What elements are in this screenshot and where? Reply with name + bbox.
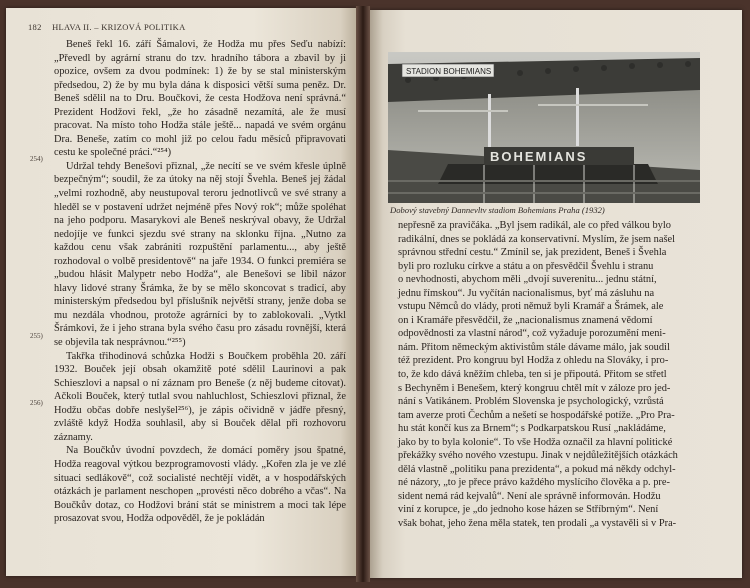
text-line: nání s Vatikánem. Problém Slovenska je psychologický, vzrůstá [398,396,664,408]
stadium-sign-top: STADION BOHEMIANS [406,67,492,76]
paragraph: Takřka třihodinová schůzka Hodži s Boučkem proběhla 20. září 1932. Bouček její obsah okamžitě poté sdělil Laurinovi a pak Schieszlovi a napsal o ní záznam pro Beneše (z něj budeme citovat). Ačkoli Bouček, který tutlal svou nahluchlost, Schieszlovi přiznal, že Hodžu občas dobře neslyšel²⁵⁶), je zápis očividně v jádře přesný, zvláště když Hodža souhlasil, aby si Bouček dělal při rozhovoru záznamy. [54,350,346,443]
text-line: o nevhodnosti, abychom měli „dvojí suverenitu... jednu státní, [398,274,657,286]
text-line: překážky svého nového vzestupu. Jinak v nejdůležitějších otázkách [398,450,678,462]
margin-note: 255) [30,332,43,340]
text-line: byli pro rozluku církve a státu a on přesvědčil Švehlu i stranu [398,260,654,272]
right-page-text [398,219,694,531]
text-line: né názory, „to je přece právo každého myslícího člověka a p. pre- [398,477,670,489]
page-number: 182 [28,22,42,32]
text-line: jednu římskou“. Ju vyčítán nacionalismus, byť má zásluhu na [398,287,655,299]
running-head [28,22,186,32]
text-line: však bohat, jeho žena měla statek, ten prodali „a vystavěli si v Pra- [398,518,677,530]
text-line: s Bechyněm i Benešem, který kongruu chtěl mít v záloze pro jed- [398,382,671,394]
text-line: správnou střední cestu.“ Zmínil se, jak prezident, Beneš i Švehla [398,247,667,259]
paragraph: Beneš řekl 16. září Šámalovi, že Hodža mu přes Seďu nabízí: „Převedl by agrární stranu do tzv. hradního tábora a zbavil by ji opozice, ovšem za dvou podmínek: 1) že by se stal ministerským předsedou, 2) že by mu byla dána k disposici větší suma peněz. Dr. Beneš sdělil na to Dru. Boučkovi, že cesta Hodžova není správná.“ Prezident Hodžovi řekl, „že ho zásadně nezamítá, ale že musí pracovat. Na místo toho Hodža stále ještě... napadá ve svém orgánu Dra. Beneše, zatím co mohl již po celou řadu měsíců připravovati cestu ke společné práci.“²⁵⁴) [54,39,346,159]
text-line: on i Kramáře přesvědčil, že „nacionalismus znamená vědomí [398,314,653,326]
text-line: to, že kdo dává kněžím chleba, ten si je připoutá. Přitom se střetl [398,369,667,381]
paragraph: Na Boučkův úvodní povzdech, že domácí poměry jsou špatné, Hodža reagoval výtkou bezprogramovosti vlády. „Kořen zla je ve zlé situaci sedlákově“, což socialisté nechtějí vidět, a v hospodářských otázkách je parlament neschopen „provésti něco dobrého a včas“. Na Boučkův dotaz, co Hodžovi brání stát se ministrem a moci tak lépe prosazovat svou, Hodža odpověděl, že je pokládán [54,445,346,525]
paragraph: Udržal tehdy Benešovi přiznal, „že necítí se ve svém křesle úplně bezpečným“; soudil, že za útoky na něj stojí Švehla. Beneš jej žádal „velmi rozhodně, aby neustupoval teroru jednotlivců ve své strany a hleděl se v postavení udržet nejméně přes Nový rok“; může spoléhat na jeho podporu. Masarykovi ale Beneš neskrýval obavy, že Udržal nedojíje ve funkci sjezdu své strany na sklonku října. „Nutno za každou cenu však zabrániti rozpuštění parlamentu..., aby ještě rozhodoval o volbě presidentově“ na jaře 1934. O funkci premiéra se „budou hlásit Malypetr nebo Hodža“, ale Benešovi se líbil názor hlavy lidové strany Šrámka, že by se mělo skoncovat s tradicí, aby ministerským předsedou byl příslušník největší strany, jenže doba se mu nezdála vhodnou, protože agrárníci by to zablokovali. „Vytkl Šrámkovi, že i jeho strana byla svého času pro zásadu rovnější, která se objevila tak nesprávnou.“²⁵⁵) [54,160,346,349]
text-line: jako by to byla kolonie“. To vše Hodža označil za hlavní politické [398,436,673,448]
margin-note: 254) [30,155,43,163]
text-line: vstupu Němců do vlády, proti němuž byli Kramář a Šrámek, ale [398,301,664,313]
chapter-title: HLAVA II. – KRIZOVÁ POLITIKA [52,22,186,32]
book-gutter [356,6,370,582]
text-line: též prezident. Pro kongruu byl Hodža z ohledu na Slováky, i pro- [398,355,669,367]
stadium-illustration [388,52,700,203]
text-line: odpovědnosti za vlastní národ“, což vyžaduje porozumění meni- [398,328,666,340]
text-line: sident nemá rád kejvalů“. Není ale správně informován. Hodžu [398,490,661,502]
text-line: radikální, dnes se pokládá za konservativní. Myslím, že jsem našel [398,233,676,245]
text-line: hu stát končí kus za Brnem“; s Podkarpatskou Rusí „nakládáme, [398,423,666,435]
stadium-sign-stand: BOHEMIANS [490,149,588,164]
text-line: nám. Přitom německým aktivistům stále dávame málo, jak soudil [398,341,670,353]
photo-caption: Dobový stavebný Dannevltv stadiom Bohemians Praha (1932) [390,205,605,215]
text-line: tam averze proti Čechům a nešetí se hospodářské potíže. „Pro Pra- [398,409,675,421]
stadium-photo [388,52,700,203]
text-line: dělá vlastně „politiku pana prezidenta“, a pokud má někdy odchyl- [398,463,676,475]
text-line: nepřesně za pravičáka. „Byl jsem radikál, ale co před válkou bylo [398,220,671,231]
text-line: viní z korupce, je „do jednoho kose házen se Stříbrným“. Není [398,504,659,516]
margin-note: 256) [30,399,43,407]
left-page-text [54,38,346,526]
